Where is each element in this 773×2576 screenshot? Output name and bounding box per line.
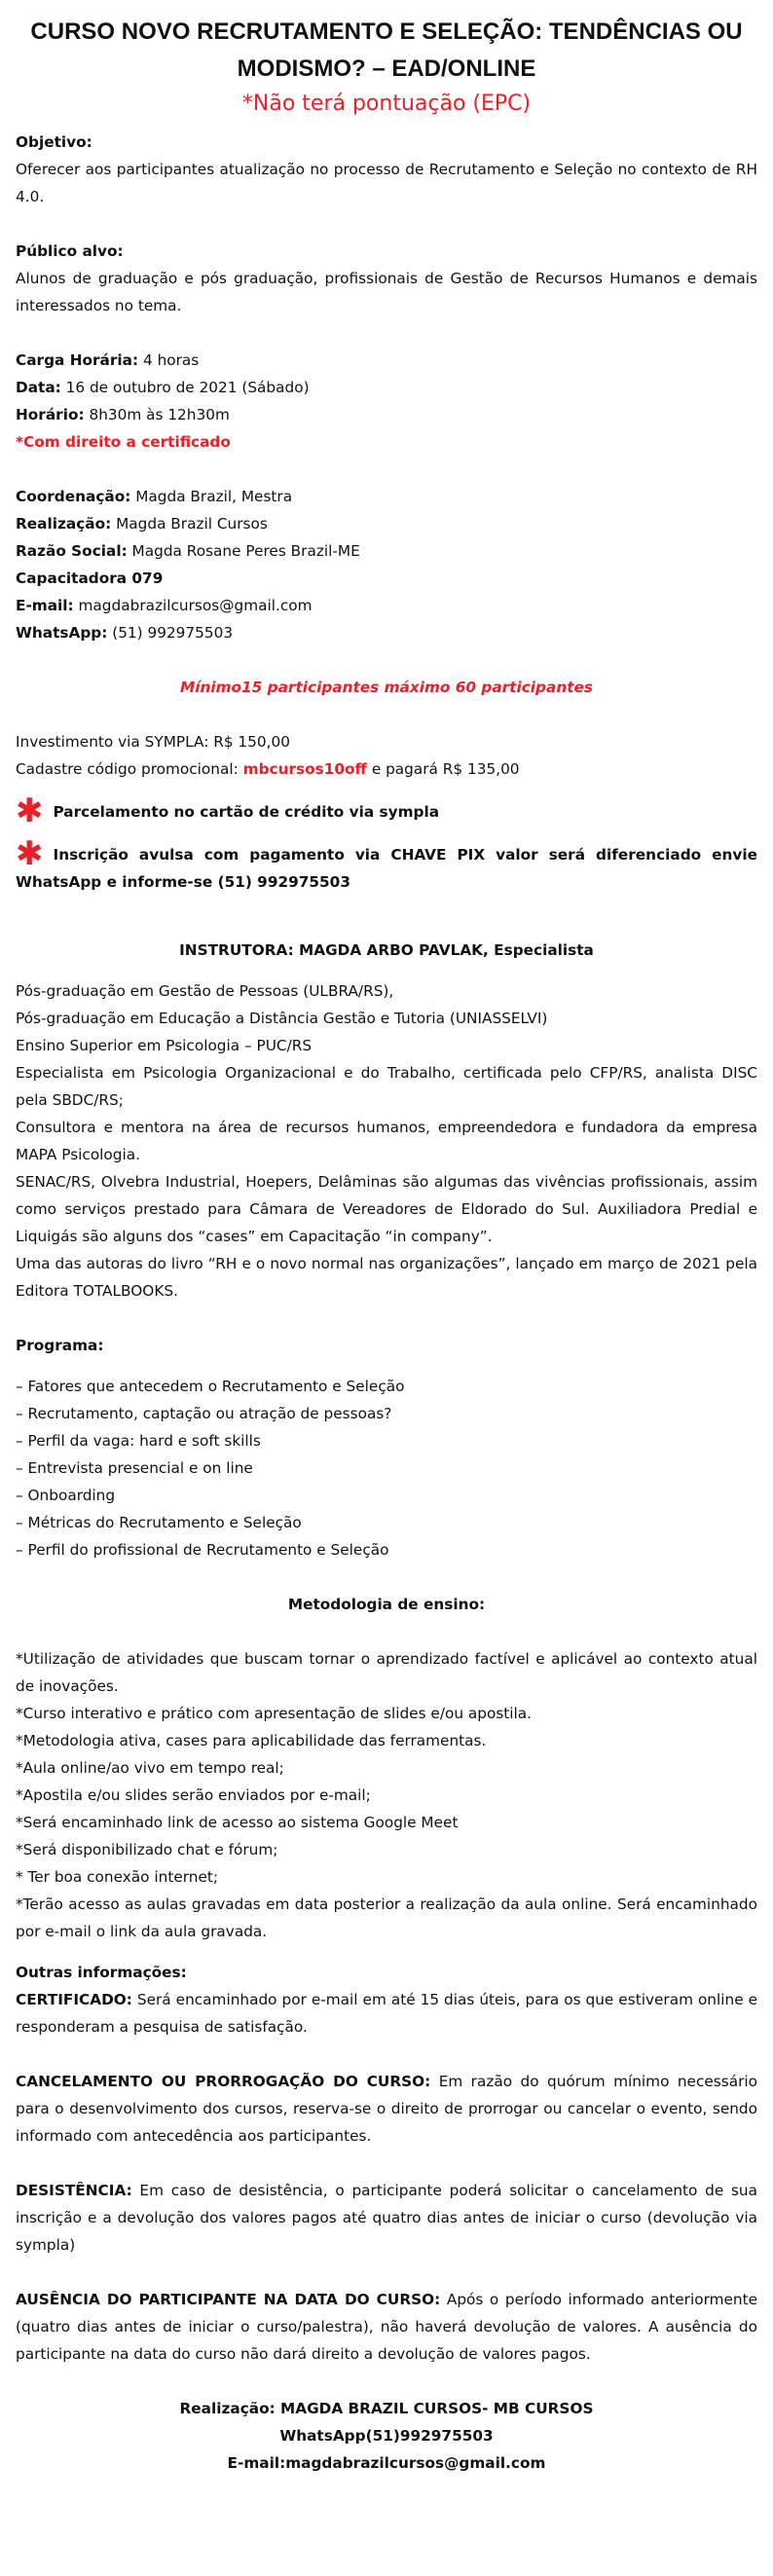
realizacao-line bbox=[16, 510, 757, 537]
objetivo-label: Objetivo: bbox=[16, 133, 92, 151]
whatsapp-line bbox=[16, 619, 757, 646]
list-item: *Será disponibilizado chat e fórum; bbox=[16, 1841, 278, 1858]
desist-text: Em caso de desistência, o participante poderá solicitar o cancelamento de sua inscrição e a devolução dos valores pagos até quatro dias antes de iniciar o curso (devolução via sympla) bbox=[16, 2182, 757, 2254]
real-label: Realização: bbox=[16, 515, 112, 533]
objetivo-text: Oferecer aos participantes atualização no processo de Recrutamento e Seleção no contexto de RH 4.0. bbox=[16, 161, 757, 205]
bio-line: Pós-graduação em Educação a Distância Gestão e Tutoria (UNIASSELVI) bbox=[16, 1010, 548, 1027]
cancel-label: CANCELAMENTO OU PRORROGAÇÃO DO CURSO: bbox=[16, 2073, 431, 2090]
bio-line: Ensino Superior em Psicologia – PUC/RS bbox=[16, 1037, 313, 1054]
footer bbox=[16, 2395, 757, 2477]
promo-suffix: e pagará R$ 135,00 bbox=[366, 760, 520, 778]
certificado-note: *Com direito a certificado bbox=[16, 433, 231, 451]
footer-email[interactable]: E-mail:magdabrazilcursos@gmail.com bbox=[227, 2454, 546, 2472]
promo-prefix: Cadastre código promocional: bbox=[16, 760, 243, 778]
programa-list bbox=[16, 1373, 757, 1564]
razao-social-line bbox=[16, 537, 757, 565]
carga-value: 4 horas bbox=[138, 351, 200, 369]
parcelamento-text: Parcelamento no cartão de crédito via sympla bbox=[53, 803, 440, 821]
list-item: *Terão acesso as aulas gravadas em data posterior a realização da aula online. Será encaminhado por e-mail o link da aula gravada. bbox=[16, 1895, 757, 1940]
list-item: *Será encaminhado link de acesso ao sistema Google Meet bbox=[16, 1814, 459, 1831]
real-value: Magda Brazil Cursos bbox=[111, 515, 268, 533]
bio-line: Uma das autoras do livro “RH e o novo normal nas organizações”, lançado em março de 2021 pela Editora TOTALBOOKS. bbox=[16, 1255, 757, 1300]
footer-realizacao: Realização: MAGDA BRAZIL CURSOS- MB CURSOS bbox=[179, 2400, 594, 2417]
pix-note bbox=[16, 834, 757, 896]
list-item: – Entrevista presencial e on line bbox=[16, 1459, 253, 1477]
asterisk-icon: ✱ bbox=[16, 834, 44, 873]
data-value: 16 de outubro de 2021 (Sábado) bbox=[60, 379, 310, 396]
horario-value: 8h30m às 12h30m bbox=[84, 406, 230, 423]
footer-whatsapp: WhatsApp(51)992975503 bbox=[279, 2427, 494, 2445]
list-item: – Fatores que antecedem o Recrutamento e Seleção bbox=[16, 1378, 405, 1395]
desistencia-info bbox=[16, 2177, 757, 2259]
cert-label: CERTIFICADO: bbox=[16, 1991, 132, 2008]
whats-label: WhatsApp: bbox=[16, 624, 108, 642]
cert-text: Será encaminhado por e-mail em até 15 dias úteis, para os que estiveram online e responderam a pesquisa de satisfação. bbox=[16, 1991, 757, 2036]
coord-value: Magda Brazil, Mestra bbox=[130, 488, 293, 505]
list-item: – Recrutamento, captação ou atração de pessoas? bbox=[16, 1405, 392, 1422]
razao-value: Magda Rosane Peres Brazil-ME bbox=[127, 542, 360, 560]
metodologia-list bbox=[16, 1645, 757, 1945]
capacitadora: Capacitadora 079 bbox=[16, 570, 164, 587]
carga-horaria bbox=[16, 347, 757, 374]
programa-label: Programa: bbox=[16, 1337, 104, 1354]
instrutora-bio bbox=[16, 977, 757, 1305]
list-item: *Aula online/ao vivo em tempo real; bbox=[16, 1759, 284, 1777]
data-line bbox=[16, 374, 757, 401]
list-item: * Ter boa conexão internet; bbox=[16, 1868, 219, 1886]
outras-label: Outras informações: bbox=[16, 1964, 187, 1981]
bio-line: Pós-graduação em Gestão de Pessoas (ULBRA/RS), bbox=[16, 982, 394, 1000]
list-item: – Perfil do profissional de Recrutamento e Seleção bbox=[16, 1541, 389, 1559]
whats-value: (51) 992975503 bbox=[107, 624, 234, 642]
publico-text: Alunos de graduação e pós graduação, profissionais de Gestão de Recursos Humanos e demais interessados no tema. bbox=[16, 270, 757, 314]
coord-label: Coordenação: bbox=[16, 488, 131, 505]
list-item: *Metodologia ativa, cases para aplicabilidade das ferramentas. bbox=[16, 1732, 487, 1749]
bio-line: Especialista em Psicologia Organizacional e do Trabalho, certificada pelo CFP/RS, analista DISC pela SBDC/RS; bbox=[16, 1064, 757, 1109]
list-item: – Métricas do Recrutamento e Seleção bbox=[16, 1514, 302, 1531]
bio-line: Consultora e mentora na área de recursos humanos, empreendedora e fundadora da empresa MAPA Psicologia. bbox=[16, 1119, 757, 1163]
list-item: – Perfil da vaga: hard e soft skills bbox=[16, 1432, 261, 1450]
coordenacao-line bbox=[16, 483, 757, 510]
list-item: – Onboarding bbox=[16, 1487, 116, 1504]
desist-label: DESISTÊNCIA: bbox=[16, 2182, 132, 2199]
horario-label: Horário: bbox=[16, 406, 85, 423]
cancel-text: Em razão do quórum mínimo necessário para o desenvolvimento dos cursos, reserva-se o direito de prorrogar ou cancelar o evento, sendo informado com antecedência aos participantes. bbox=[16, 2073, 757, 2145]
bio-line: SENAC/RS, Olvebra Industrial, Hoepers, Delâminas são algumas das vivências profissionais, assim como serviços prestado para Câmara de Vereadores de Eldorado do Sul. Auxiliadora Predial e Liquigás são alguns dos “cases” em Capacitação “in company”. bbox=[16, 1173, 757, 1245]
instrutora-title: INSTRUTORA: MAGDA ARBO PAVLAK, Especialista bbox=[179, 941, 594, 959]
razao-label: Razão Social: bbox=[16, 542, 128, 560]
promo-line bbox=[16, 755, 757, 783]
data-label: Data: bbox=[16, 379, 61, 396]
horario-line bbox=[16, 401, 757, 428]
pix-text: Inscrição avulsa com pagamento via CHAVE PIX valor será diferenciado envie WhatsApp e informe-se (51) 992975503 bbox=[16, 846, 757, 891]
publico-label: Público alvo: bbox=[16, 242, 124, 260]
investimento-line: Investimento via SYMPLA: R$ 150,00 bbox=[16, 733, 290, 751]
promo-code: mbcursos10off bbox=[242, 760, 367, 778]
certificado-info bbox=[16, 1986, 757, 2041]
participants-limit: Mínimo15 participantes máximo 60 participantes bbox=[179, 679, 594, 696]
epc-note: *Não terá pontuação (EPC) bbox=[241, 92, 532, 116]
ausencia-info bbox=[16, 2286, 757, 2368]
email-value[interactable]: magdabrazilcursos@gmail.com bbox=[73, 597, 313, 614]
carga-label: Carga Horária: bbox=[16, 351, 139, 369]
cancelamento-info bbox=[16, 2068, 757, 2150]
metodologia-title: Metodologia de ensino: bbox=[287, 1596, 486, 1613]
ausencia-text: Após o período informado anteriormente (quatro dias antes de iniciar o curso/palestra), não haverá devolução de valores. A ausência do participante na data do curso não dará direito a devolução de valores pagos. bbox=[16, 2291, 757, 2363]
parcelamento-note bbox=[16, 791, 757, 830]
list-item: *Curso interativo e prático com apresentação de slides e/ou apostila. bbox=[16, 1705, 533, 1722]
email-label: E-mail: bbox=[16, 597, 74, 614]
list-item: *Utilização de atividades que buscam tornar o aprendizado factível e aplicável ao contexto atual de inovações. bbox=[16, 1650, 757, 1695]
ausencia-label: AUSÊNCIA DO PARTICIPANTE NA DATA DO CURSO: bbox=[16, 2291, 441, 2308]
email-line bbox=[16, 592, 757, 619]
course-title: CURSO NOVO RECRUTAMENTO E SELEÇÃO: TENDÊNCIAS OU MODISMO? – EAD/ONLINE bbox=[30, 18, 743, 82]
asterisk-icon: ✱ bbox=[16, 791, 44, 830]
list-item: *Apostila e/ou slides serão enviados por e-mail; bbox=[16, 1786, 371, 1804]
